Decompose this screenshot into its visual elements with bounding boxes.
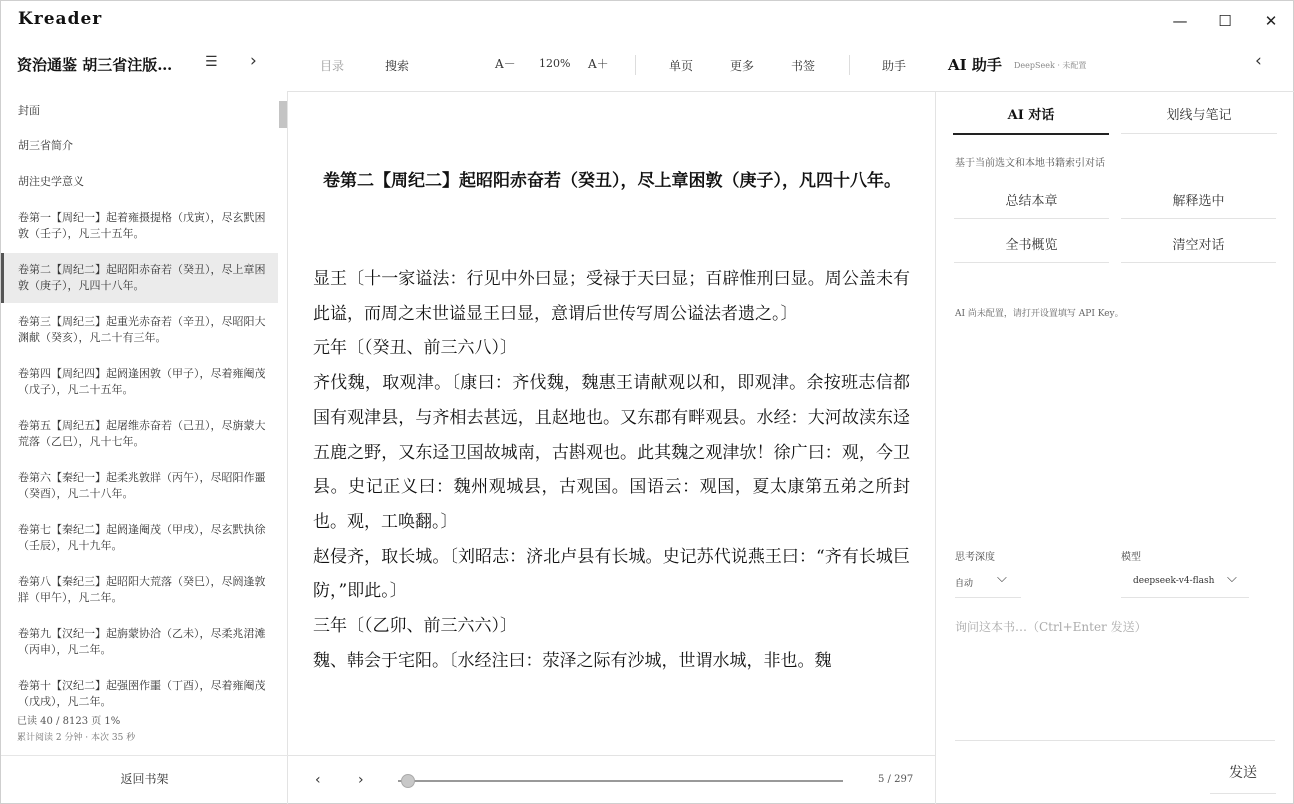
toc-scrollbar[interactable] (279, 101, 287, 128)
close-icon: ✕ (1264, 12, 1278, 30)
book-title: 资治通鉴 胡三省注版… (17, 56, 173, 74)
model-select[interactable] (1121, 568, 1249, 598)
app-title: Kreader (18, 9, 103, 29)
input-divider (955, 740, 1275, 741)
toolbar-divider (849, 55, 850, 75)
bookmark-button[interactable]: 书签 (791, 59, 816, 73)
reading-progress (17, 714, 135, 746)
toc-toggle-button[interactable] (205, 54, 218, 70)
chevron-left-icon: ‹ (1255, 51, 1262, 71)
toc-list (1, 91, 288, 711)
ai-hint: 基于当前选文和本地书籍索引对话 (955, 158, 1105, 169)
paragraph: 显王〔十一家谥法：行见中外曰显；受禄于天曰显；百辟惟刑曰显。周公盖未有此谥，而周之末世谥显王曰显，意谓后世传写周公谥法者遗之。〕 (313, 269, 910, 324)
depth-select[interactable] (955, 568, 1021, 598)
font-decrease-button[interactable]: A－ (495, 57, 516, 71)
next-button[interactable] (250, 51, 257, 71)
toc-item-volume-1[interactable]: 卷第一【周纪一】起着雍摄提格（戊寅），尽玄黓困敦（壬子），凡三十五年。 (18, 211, 266, 240)
chapter-text (313, 262, 910, 678)
depth-value: 自动 (955, 579, 974, 589)
toolbar (1, 39, 1294, 91)
more-button[interactable]: 更多 (730, 59, 755, 73)
model-label: 模型 (1121, 552, 1141, 563)
tab-ai-chat[interactable]: AI 对话 (953, 104, 1109, 135)
minimize-icon: — (1172, 12, 1188, 30)
chevron-left-icon: ‹ (315, 772, 321, 788)
sidebar-footer (1, 755, 288, 804)
depth-label: 思考深度 (955, 552, 995, 563)
paragraph: 魏、韩会于宅阳。〔水经注曰：荥泽之际有沙城，世谓水城，非也。魏 (313, 650, 832, 671)
maximize-button[interactable] (1202, 7, 1248, 35)
toc-item-volume-10[interactable]: 卷第十【汉纪二】起强圉作噩（丁酉），尽着雍阉茂（戊戌），凡二年。 (18, 679, 266, 708)
maximize-icon: ☐ (1218, 12, 1232, 30)
list-icon: ☰ (205, 54, 218, 70)
clear-chat-button[interactable]: 清空对话 (1121, 229, 1276, 263)
toc-item-volume-9[interactable]: 卷第九【汉纪一】起旃蒙协洽（乙未），尽柔兆涒滩（丙申），凡二年。 (18, 627, 266, 656)
page-slider-handle[interactable] (401, 774, 415, 788)
ai-panel (935, 91, 1294, 804)
page-slider-track[interactable] (398, 780, 843, 782)
collapse-panel-button[interactable] (1255, 51, 1262, 71)
font-increase-button[interactable]: A＋ (588, 57, 609, 71)
model-value: deepseek-v4-flash (1133, 576, 1215, 586)
toc-item-volume-6[interactable]: 卷第六【秦纪一】起柔兆敦牂（丙午），尽昭阳作噩（癸酉），凡二十八年。 (18, 471, 266, 500)
tab-notes[interactable]: 划线与笔记 (1121, 104, 1277, 134)
summarize-chapter-button[interactable]: 总结本章 (954, 185, 1109, 219)
chevron-down-icon: ⌵ (997, 571, 1007, 586)
toc-item-volume-3[interactable]: 卷第三【周纪三】起重光赤奋若（辛丑），尽昭阳大渊献（癸亥），凡二十有三年。 (18, 315, 266, 344)
close-button[interactable] (1248, 7, 1294, 35)
ai-config-status: AI 尚未配置，请打开设置填写 API Key。 (955, 309, 1124, 319)
title-bar (1, 1, 1294, 39)
toc-item-significance[interactable]: 胡注史学意义 (18, 175, 84, 188)
page-indicator: 5 / 297 (878, 774, 914, 785)
prev-page-button[interactable] (315, 772, 321, 788)
toc-item-volume-5[interactable]: 卷第五【周纪五】起屠维赤奋若（己丑），尽旃蒙大荒落（乙巳），凡十七年。 (18, 419, 266, 448)
toolbar-divider (635, 55, 636, 75)
toc-item-cover[interactable]: 封面 (18, 104, 40, 117)
chevron-down-icon: ⌵ (1227, 571, 1237, 586)
zoom-level: 120% (539, 57, 571, 70)
explain-selection-button[interactable]: 解释选中 (1121, 185, 1276, 219)
paragraph: 齐伐魏，取观津。〔康曰：齐伐魏，魏惠王请献观以和，即观津。余按班志信都国有观津县，与齐相去甚远，且赵地也。又东郡有畔观县。水经：大河故渎东迳五鹿之野，又东迳卫国故城南，古斟观也。此其魏之观津欤！徐广曰：观，今卫县。史记正义曰：魏州观城县，古观国。国语云：观国，夏太康第五弟之所封也。观，工唤翻。〕 (313, 373, 910, 532)
pages-read: 已读 40 / 8123 页 1% (17, 716, 121, 727)
back-to-shelf-button[interactable]: 返回书架 (120, 772, 169, 786)
paragraph: 赵侵齐，取长城。〔刘昭志：济北卢县有长城。史记苏代说燕王曰：“齐有长城巨防，”即此。〕 (313, 546, 910, 602)
paragraph: 元年〔（癸丑、前三六八）〕 (313, 338, 517, 359)
book-overview-button[interactable]: 全书概览 (954, 229, 1109, 263)
toc-item-intro[interactable]: 胡三省简介 (18, 139, 73, 152)
paragraph: 三年〔（乙卯、前三六六）〕 (313, 616, 517, 637)
toc-item-volume-4[interactable]: 卷第四【周纪四】起阏逢困敦（甲子），尽着雍阉茂（戊子），凡二十五年。 (18, 367, 266, 396)
chapter-title: 卷第二【周纪二】起昭阳赤奋若（癸丑），尽上章困敦（庚子），凡四十八年。 (323, 171, 901, 191)
toc-item-volume-2[interactable]: 卷第二【周纪二】起昭阳赤奋若（癸丑），尽上章困敦（庚子），凡四十八年。 (1, 253, 278, 303)
page-navigation (288, 755, 935, 804)
chevron-right-icon: › (250, 51, 257, 71)
reading-area (288, 91, 935, 755)
send-button[interactable]: 发送 (1210, 758, 1276, 794)
minimize-button[interactable] (1157, 7, 1203, 35)
toc-button[interactable]: 目录 (320, 59, 345, 73)
search-button[interactable]: 搜索 (385, 59, 410, 73)
ai-panel-title: AI 助手 (948, 56, 1002, 74)
ai-provider-status: DeepSeek · 未配置 (1014, 61, 1087, 70)
chevron-right-icon: › (358, 772, 364, 788)
single-page-button[interactable]: 单页 (669, 59, 694, 73)
toc-item-volume-7[interactable]: 卷第七【秦纪二】起阏逢阉茂（甲戌），尽玄黓执徐（壬辰），凡十九年。 (18, 523, 266, 552)
toc-item-volume-8[interactable]: 卷第八【秦纪三】起昭阳大荒落（癸巳），尽阏逢敦牂（甲午），凡二年。 (18, 575, 266, 604)
sidebar (1, 91, 288, 804)
ai-question-input[interactable] (955, 618, 1275, 738)
reading-time: 累计阅读 2 分钟 · 本次 35 秒 (17, 733, 136, 743)
next-page-button[interactable] (358, 772, 364, 788)
assistant-button[interactable]: 助手 (882, 59, 907, 73)
